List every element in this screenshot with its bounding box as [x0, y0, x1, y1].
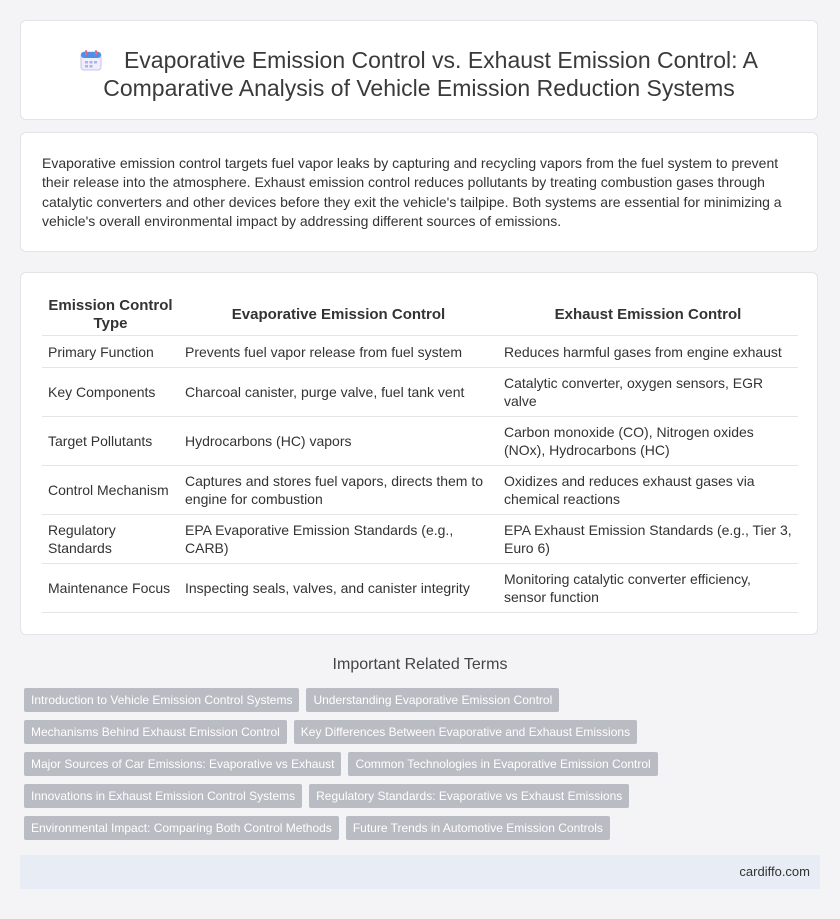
- exhaust-cell: Oxidizes and reduces exhaust gases via chemical reactions: [498, 466, 798, 515]
- footer-domain[interactable]: cardiffo.com: [739, 864, 810, 879]
- table-row: [42, 466, 798, 515]
- related-term-tag[interactable]: Understanding Evaporative Emission Control: [306, 688, 559, 712]
- table-header-row: [42, 295, 798, 336]
- row-label: Primary Function: [42, 336, 179, 368]
- table-row: [42, 368, 798, 417]
- exhaust-cell: Monitoring catalytic converter efficiency, sensor function: [498, 564, 798, 613]
- intro-card: [20, 132, 818, 252]
- evaporative-cell: Captures and stores fuel vapors, directs them to engine for combustion: [179, 466, 498, 515]
- row-label: Control Mechanism: [42, 466, 179, 515]
- comparison-table-card: [20, 272, 818, 635]
- related-term-tag[interactable]: Innovations in Exhaust Emission Control Systems: [24, 784, 302, 808]
- related-term-tag[interactable]: Introduction to Vehicle Emission Control Systems: [24, 688, 299, 712]
- row-label: Regulatory Standards: [42, 515, 179, 564]
- related-term-tag[interactable]: Mechanisms Behind Exhaust Emission Control: [24, 720, 287, 744]
- related-term-tag[interactable]: Common Technologies in Evaporative Emission Control: [348, 752, 657, 776]
- related-terms-list: [24, 688, 824, 848]
- calendar-icon: [80, 49, 102, 71]
- header-evaporative: Evaporative Emission Control: [179, 295, 498, 336]
- page-title-text: Evaporative Emission Control vs. Exhaust Emission Control: A Comparative Analysis of Vehicle Emission Reduction Systems: [103, 47, 759, 101]
- table-row: [42, 417, 798, 466]
- related-term-tag[interactable]: Regulatory Standards: Evaporative vs Exhaust Emissions: [309, 784, 629, 808]
- table-row: [42, 336, 798, 368]
- intro-paragraph: Evaporative emission control targets fuel vapor leaks by capturing and recycling vapors from the fuel system to prevent their release into the atmosphere. Exhaust emission control reduces pollutants by treating combustion gases through catalytic converters and other devices before they exit the vehicle's tailpipe. Both systems are essential for minimizing a vehicle's overall environmental impact by addressing different sources of emissions.: [42, 155, 782, 229]
- evaporative-cell: Prevents fuel vapor release from fuel system: [179, 336, 498, 368]
- related-term-tag[interactable]: Future Trends in Automotive Emission Controls: [346, 816, 610, 840]
- table-row: [42, 564, 798, 613]
- related-terms-heading: Important Related Terms: [332, 656, 508, 673]
- related-term-tag[interactable]: Key Differences Between Evaporative and Exhaust Emissions: [294, 720, 637, 744]
- footer-bar: [20, 855, 820, 889]
- header-type: Emission Control Type: [42, 295, 179, 336]
- row-label: Maintenance Focus: [42, 564, 179, 613]
- page-title: [61, 46, 777, 102]
- table-row: [42, 515, 798, 564]
- exhaust-cell: Reduces harmful gases from engine exhaust: [498, 336, 798, 368]
- exhaust-cell: Catalytic converter, oxygen sensors, EGR valve: [498, 368, 798, 417]
- related-term-tag[interactable]: Major Sources of Car Emissions: Evaporative vs Exhaust: [24, 752, 341, 776]
- row-label: Target Pollutants: [42, 417, 179, 466]
- related-term-tag[interactable]: Environmental Impact: Comparing Both Control Methods: [24, 816, 339, 840]
- header-exhaust: Exhaust Emission Control: [498, 295, 798, 336]
- comparison-table: [42, 295, 798, 613]
- exhaust-cell: EPA Exhaust Emission Standards (e.g., Tier 3, Euro 6): [498, 515, 798, 564]
- title-card: [20, 20, 818, 120]
- exhaust-cell: Carbon monoxide (CO), Nitrogen oxides (NOx), Hydrocarbons (HC): [498, 417, 798, 466]
- row-label: Key Components: [42, 368, 179, 417]
- evaporative-cell: EPA Evaporative Emission Standards (e.g., CARB): [179, 515, 498, 564]
- evaporative-cell: Charcoal canister, purge valve, fuel tank vent: [179, 368, 498, 417]
- evaporative-cell: Hydrocarbons (HC) vapors: [179, 417, 498, 466]
- evaporative-cell: Inspecting seals, valves, and canister integrity: [179, 564, 498, 613]
